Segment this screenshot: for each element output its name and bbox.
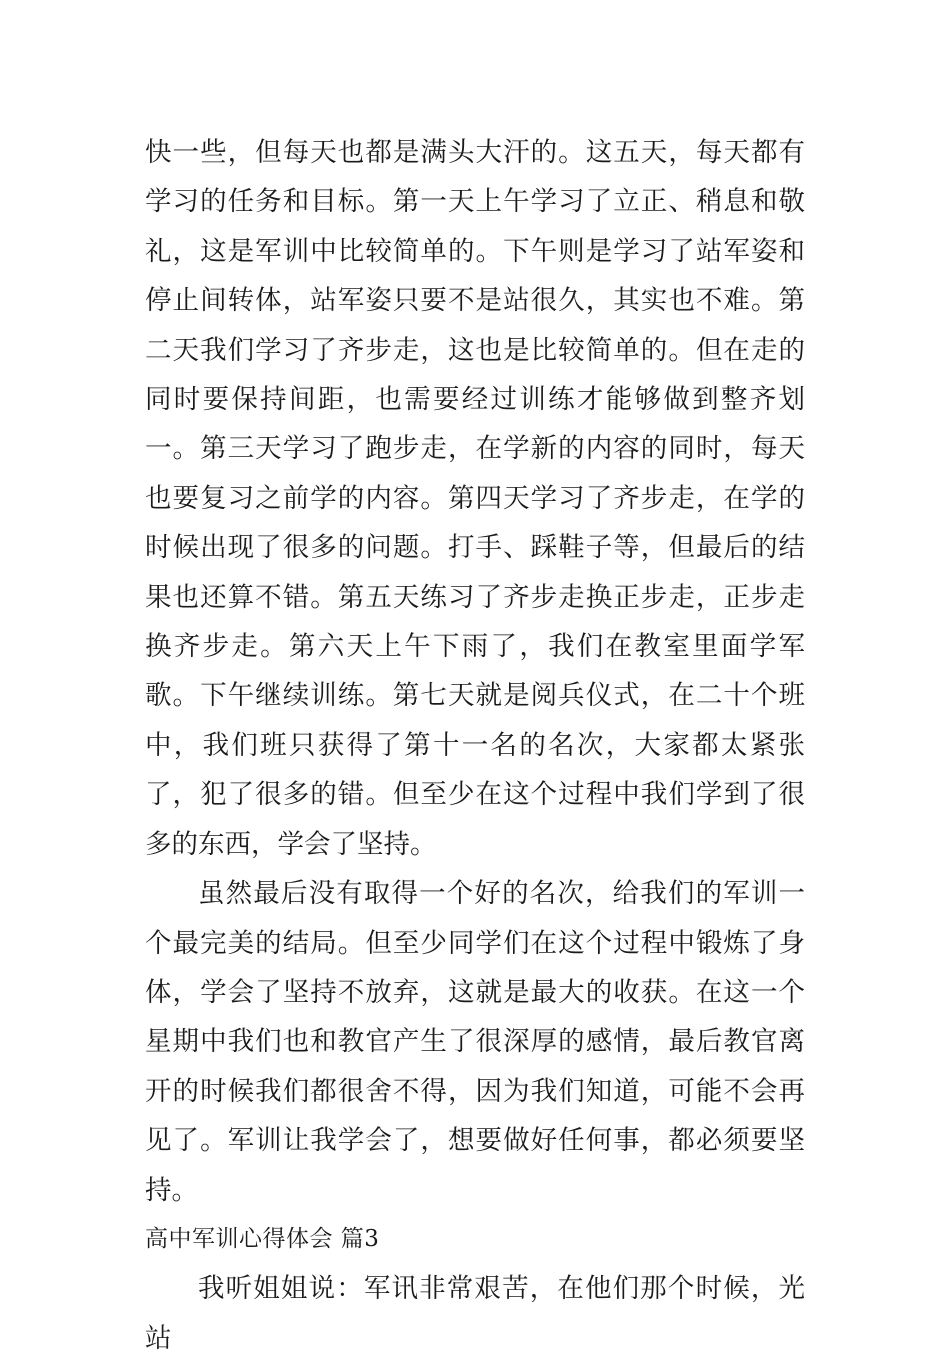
section-heading: 高中军训心得体会 篇3 — [145, 1225, 380, 1252]
paragraph-section-start: 我听姐姐说：军讯非常艰苦，在他们那个时候，光站 — [145, 1273, 805, 1354]
document-body — [145, 128, 805, 1363]
paragraph-summary: 虽然最后没有取得一个好的名次，给我们的军训一个最完美的结局。但至少同学们在这个过程中锻炼了身体，学会了坚持不放弃，这就是最大的收获。在这一个星期中我们也和教官产生了很深厚的感情，最后教官离开的时候我们都很舍不得，因为我们知道，可能不会再见了。军训让我学会了，想要做好任何事，都必须要坚持。 — [145, 878, 805, 1206]
paragraph-continued: 快一些，但每天也都是满头大汗的。这五天，每天都有学习的任务和目标。第一天上午学习了立正、稍息和敬礼，这是军训中比较简单的。下午则是学习了站军姿和停止间转体，站军姿只要不是站很久，其实也不难。第二天我们学习了齐步走，这也是比较简单的。但在走的同时要保持间距，也需要经过训练才能够做到整齐划一。第三天学习了跑步走，在学新的内容的同时，每天也要复习之前学的内容。第四天学习了齐步走，在学的时候出现了很多的问题。打手、踩鞋子等，但最后的结果也还算不错。第五天练习了齐步走换正步走，正步走换齐步走。第六天上午下雨了，我们在教室里面学军歌。下午继续训练。第七天就是阅兵仪式，在二十个班中，我们班只获得了第十一名的名次，大家都太紧张了，犯了很多的错。但至少在这个过程中我们学到了很多的东西，学会了坚持。 — [145, 137, 805, 860]
